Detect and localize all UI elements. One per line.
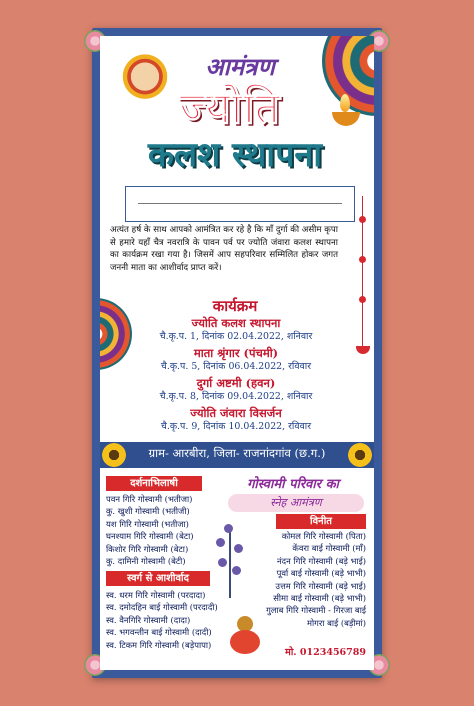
sunflower-icon xyxy=(102,443,126,467)
program-date: चै.कृ.प. 1, दिनांक 02.04.2022, शनिवार xyxy=(159,331,313,342)
guest-name-box xyxy=(125,186,355,222)
list-item: स्व. दमोदहिन बाई गोस्वामी (परदादी) xyxy=(106,602,218,613)
list-item: पवन गिरि गोस्वामी (भतीजा) xyxy=(106,494,193,504)
program-title: दुर्गा अष्टमी (हवन) xyxy=(196,376,276,390)
program-date: चै.कृ.प. 8, दिनांक 09.04.2022, शनिवार xyxy=(159,391,313,402)
ashirvad-list xyxy=(106,589,218,651)
program-date: चै.कृ.प. 9, दिनांक 10.04.2022, रविवार xyxy=(160,421,312,432)
title-jyoti: ज्योति xyxy=(179,83,281,134)
list-item: यश गिरि गोस्वामी (भतीजा) xyxy=(106,518,189,529)
flower-plant-icon xyxy=(212,522,248,602)
kalash-icon xyxy=(228,616,262,656)
program-title: माता श्रृंगार (पंचमी) xyxy=(193,346,279,360)
list-item: किशोर गिरि गोस्वामी (बेटा) xyxy=(106,543,189,554)
address-text: ग्राम- आरबीरा, जिला- राजनांदगांव (छ.ग.) xyxy=(148,446,326,460)
ashirvad-heading: स्वर्ग से आशीर्वाद xyxy=(106,571,210,586)
program-item xyxy=(130,376,342,403)
list-item: नंदन गिरि गोस्वामी (बड़े भाई) xyxy=(277,555,366,566)
invitation-label: आमंत्रण xyxy=(205,52,275,81)
program-heading: कार्यक्रम xyxy=(212,297,258,315)
title-kalash-sthapana: कलश स्थापना xyxy=(147,135,323,175)
invitation-text: अत्यंत हर्ष के साथ आपको आमंत्रित कर रहे है कि माँ दुर्गा की असीम कृपा से हमारे यहाँ चैत्र नवरात्रि के पावन पर्व पर ज्योति जंवारा कलश स्थापना का कार्यक्रम रखा गया है। जिसमें आप सहपरिवार सम्मिलित होकर जगत जननी माता का आशीर्वाद प्राप्त करें। xyxy=(110,225,338,273)
list-item: कु. दामिनी गोस्वामी (बेटी) xyxy=(106,556,186,567)
address-bar xyxy=(100,442,374,468)
list-item: सीमा बाई गोस्वामी (बड़े भाभी) xyxy=(273,593,366,604)
list-item: गुलाब गिरि गोस्वामी - गिरजा बाई xyxy=(266,605,366,616)
card-inner xyxy=(100,36,374,670)
program-item xyxy=(130,406,342,433)
family-heading: गोस्वामी परिवार का xyxy=(247,477,339,492)
program-item xyxy=(130,346,342,373)
list-item: मोगरा बाई (बड़ीमां) xyxy=(306,617,366,628)
program-title: ज्योति कलश स्थापना xyxy=(191,316,281,330)
vinit-list xyxy=(266,530,366,629)
list-item: स्व. धरम गिरि गोस्वामी (परदादा) xyxy=(106,590,206,600)
darshanabhilashi-list xyxy=(106,493,194,567)
list-item: कोमल गिरि गोस्वामी (पिता) xyxy=(281,531,366,541)
list-item: स्व. टिकम गिरि गोस्वामी (बड़ेपापा) xyxy=(106,639,212,650)
hanging-lamp-icon xyxy=(356,196,370,366)
sunflower-icon xyxy=(348,443,372,467)
program-title: ज्योति जंवारा विसर्जन xyxy=(190,406,282,420)
diya-flame-icon xyxy=(340,94,350,112)
list-item: पूर्वा बाई गोस्वामी (बड़े भाभी) xyxy=(276,568,366,579)
list-item: स्व. भगवन्तीन बाई गोस्वामी (दादी) xyxy=(106,627,212,638)
list-item: कु. खुशी गोस्वामी (भतीजी) xyxy=(106,506,190,517)
family-sub: स्नेह आमंत्रण xyxy=(228,494,364,512)
invitation-card xyxy=(92,28,382,678)
contact-number: मो. 0123456789 xyxy=(285,647,366,658)
program-item xyxy=(130,316,342,343)
mandala-left-icon xyxy=(100,298,132,370)
darshanabhilashi-heading: दर्शनाभिलाषी xyxy=(106,476,202,491)
list-item: केंवरा बाई गोस्वामी (माँ) xyxy=(292,543,366,554)
list-item: स्व. वैनगिरि गोस्वामी (दादा) xyxy=(106,614,191,625)
list-item: उत्तम गिरि गोस्वामी (बड़े भाई) xyxy=(275,580,366,591)
program-date: चै.कृ.प. 5, दिनांक 06.04.2022, रविवार xyxy=(160,361,312,372)
vinit-heading: विनीत xyxy=(276,514,366,529)
list-item: घनश्याम गिरि गोस्वामी (बेटा) xyxy=(106,531,194,542)
